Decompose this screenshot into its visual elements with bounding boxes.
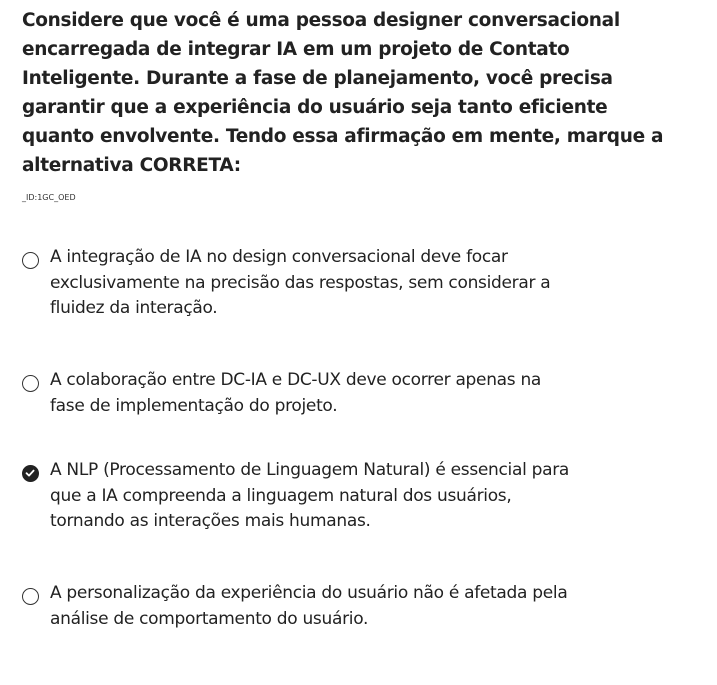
question-line: encarregada de integrar IA em um projeto de Contato bbox=[22, 39, 570, 60]
option-label bbox=[50, 584, 567, 635]
option-line: fase de implementação do projeto. bbox=[50, 395, 338, 416]
option-label bbox=[50, 371, 541, 422]
option-label bbox=[50, 461, 569, 538]
option-line: A personalização da experiência do usuário não é afetada pela bbox=[50, 583, 568, 603]
option-line: exclusivamente na precisão das respostas, sem considerar a bbox=[50, 272, 551, 293]
question-id: _ID:1GC_OED bbox=[22, 193, 76, 202]
question-line: Considere que você é uma pessoa designer conversacional bbox=[22, 10, 620, 31]
radio-checked-icon[interactable] bbox=[22, 465, 39, 482]
question-line: quanto envolvente. Tendo essa afirmação em mente, marque a bbox=[22, 126, 664, 147]
option-line: que a IA compreenda a linguagem natural dos usuários, bbox=[50, 485, 512, 506]
question-line: garantir que a experiência do usuário seja tanto eficiente bbox=[22, 97, 608, 118]
radio-unchecked-icon[interactable] bbox=[22, 375, 39, 392]
question-line: alternativa CORRETA: bbox=[22, 155, 241, 176]
option-line: A colaboração entre DC-IA e DC-UX deve ocorrer apenas na bbox=[50, 370, 542, 390]
radio-unchecked-icon[interactable] bbox=[22, 252, 39, 269]
option-line: fluidez da interação. bbox=[50, 298, 218, 318]
option-line: análise de comportamento do usuário. bbox=[50, 608, 369, 629]
option-line: A integração de IA no design conversacional deve focar bbox=[50, 247, 508, 267]
option-label bbox=[50, 248, 550, 325]
radio-unchecked-icon[interactable] bbox=[22, 588, 39, 605]
question-line: Inteligente. Durante a fase de planejamento, você precisa bbox=[22, 68, 613, 89]
option-line: A NLP (Processamento de Linguagem Natural) é essencial para bbox=[50, 460, 570, 480]
question-text bbox=[22, 6, 663, 180]
option-line: tornando as interações mais humanas. bbox=[50, 511, 371, 531]
